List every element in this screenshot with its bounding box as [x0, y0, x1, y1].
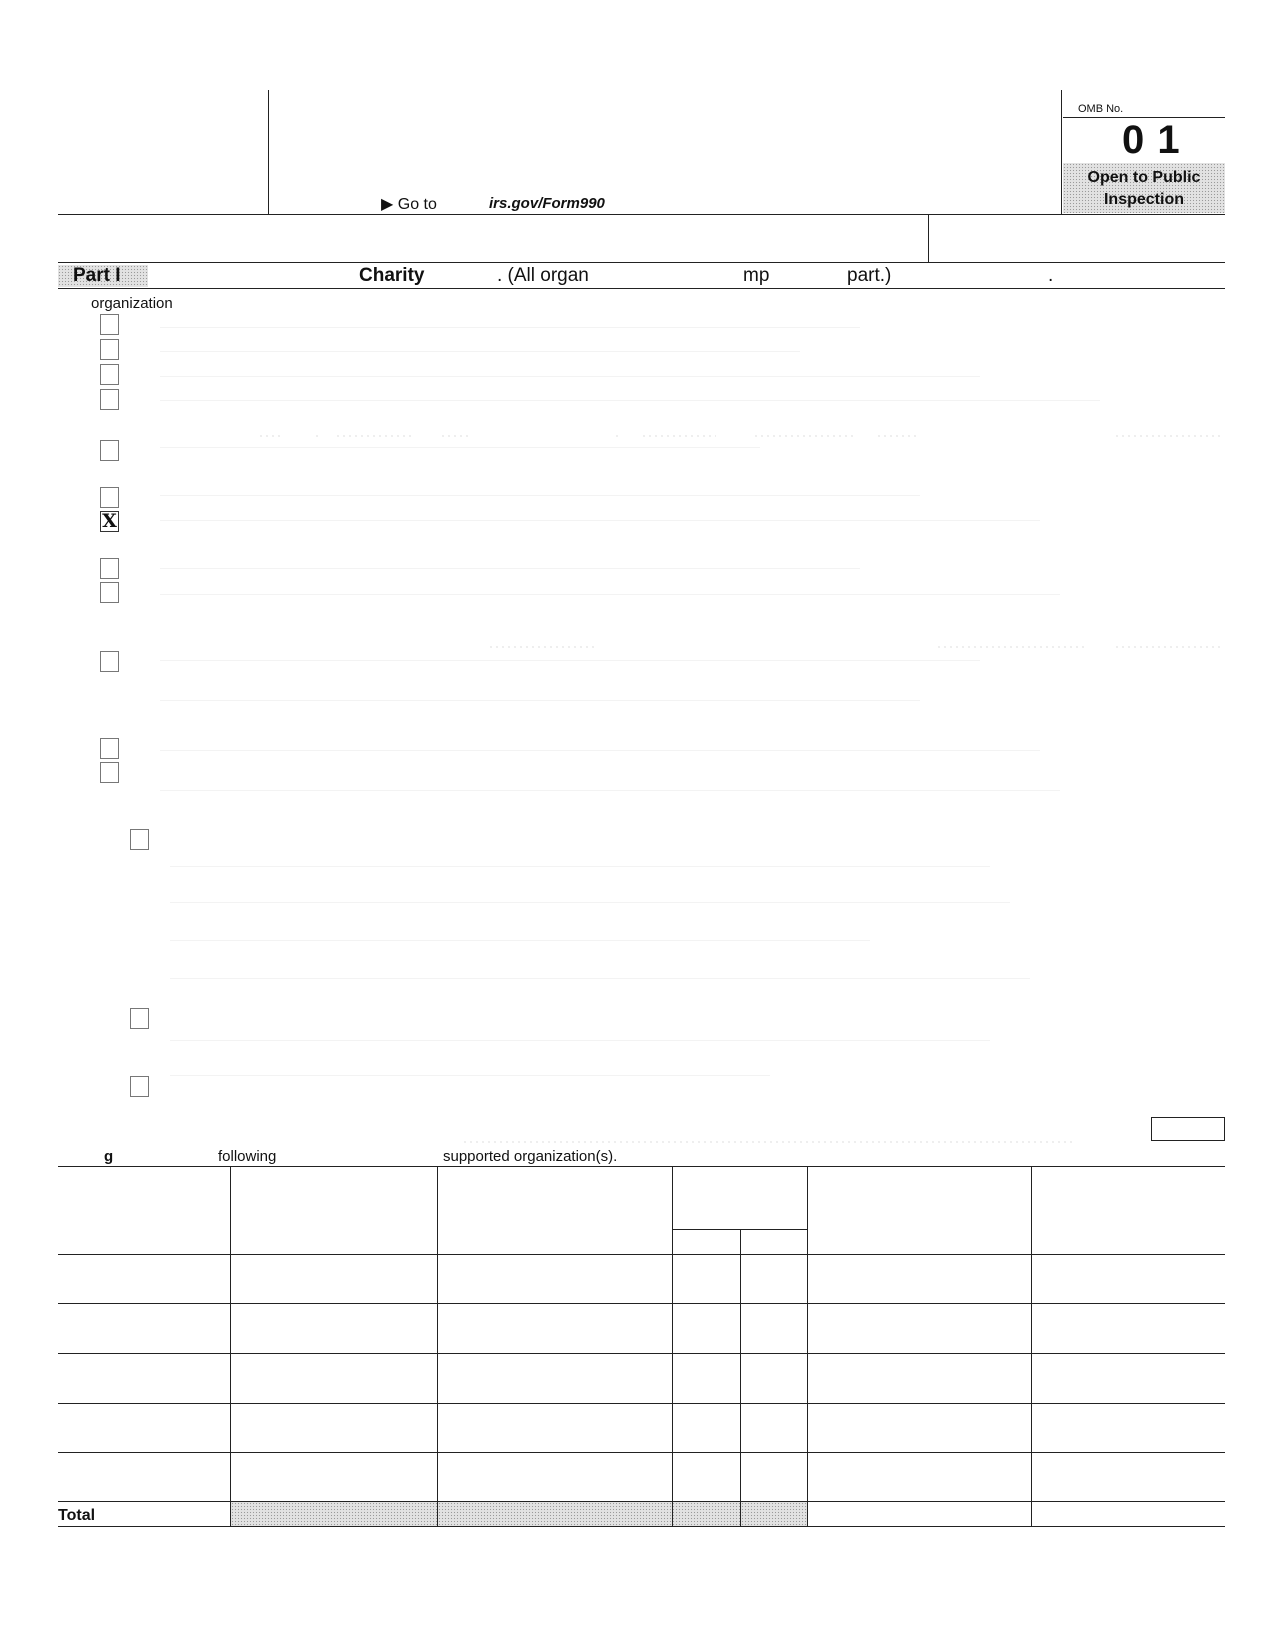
checkbox-line-12[interactable] [100, 762, 119, 783]
faint-line [160, 790, 1060, 791]
faint-line [170, 940, 870, 941]
table-row-rule [58, 1452, 1225, 1453]
checkbox-line-3[interactable] [100, 364, 119, 385]
omb-label: OMB No. [1078, 103, 1124, 115]
faint-line [160, 700, 920, 701]
dot-leader [936, 646, 1086, 648]
faint-line [160, 351, 800, 352]
faint-line [160, 520, 1040, 521]
faint-line [160, 660, 980, 661]
line-g-supported: supported organization(s). [443, 1148, 618, 1165]
part-i-label: Part I [73, 265, 121, 286]
checkbox-line-9[interactable] [100, 582, 119, 603]
faint-line [170, 978, 1030, 979]
line-g-following: following [218, 1148, 277, 1165]
table-bottom-rule [58, 1526, 1225, 1527]
checkbox-line-4[interactable] [100, 389, 119, 410]
faint-line [160, 327, 860, 328]
checkbox-type-2[interactable] [130, 1008, 149, 1029]
total-shade [231, 1502, 807, 1526]
table-col-divider [1031, 1166, 1032, 1527]
header-bottom-rule [58, 214, 1225, 215]
dot-leader [614, 435, 620, 437]
faint-line [160, 400, 1100, 401]
table-header-bottom-rule [58, 1254, 1225, 1255]
dot-leader [488, 646, 598, 648]
dot-leader [335, 435, 415, 437]
faint-line [160, 495, 920, 496]
dot-leader [314, 435, 320, 437]
checkbox-line-2[interactable] [100, 339, 119, 360]
organization-text: organization [91, 295, 173, 312]
tax-year: 0 1 [1122, 118, 1181, 162]
dot-leader [462, 1141, 1072, 1143]
checkbox-line-1[interactable] [100, 314, 119, 335]
faint-line [160, 568, 860, 569]
table-col-divider [807, 1166, 808, 1527]
total-label: Total [58, 1507, 96, 1524]
dot-leader [1114, 646, 1224, 648]
dot-leader [1114, 435, 1224, 437]
faint-line [160, 447, 760, 448]
checkbox-line-8[interactable] [100, 558, 119, 579]
table-row-rule [58, 1353, 1225, 1354]
part-i-title-charity: Charity [359, 265, 425, 286]
table-col-divider-sub [740, 1229, 741, 1527]
header-divider-left [268, 90, 269, 214]
entry-box[interactable] [1151, 1117, 1225, 1141]
dot-leader [440, 435, 470, 437]
checkbox-line-11[interactable] [100, 738, 119, 759]
dot-leader [641, 435, 716, 437]
checkbox-line-5[interactable] [100, 440, 119, 461]
faint-line [170, 1075, 770, 1076]
dot-leader [876, 435, 916, 437]
part-i-bottom-rule [58, 288, 1225, 289]
faint-line [170, 866, 990, 867]
header-divider-right [1061, 90, 1062, 214]
part-i-title-period: . [1048, 265, 1054, 286]
faint-line [170, 902, 1010, 903]
part-i-title-mp: mp [743, 265, 770, 286]
checkbox-line-7-checked[interactable]: X [100, 511, 119, 532]
checkbox-type-3[interactable] [130, 1076, 149, 1097]
dot-leader [753, 435, 853, 437]
form990-link[interactable]: irs.gov/Form990 [489, 195, 605, 212]
line-g-letter: g [104, 1148, 114, 1165]
part-i-title-all-organ: . (All organ [497, 265, 589, 286]
table-col-divider [672, 1166, 673, 1527]
goto-prefix: ▶ Go to [381, 196, 437, 213]
ein-divider [928, 214, 929, 262]
part-i-title-part: part.) [847, 265, 892, 286]
table-top-rule [58, 1166, 1225, 1167]
faint-line [160, 376, 980, 377]
faint-line [160, 750, 1040, 751]
table-col-divider [437, 1166, 438, 1527]
checkbox-line-10[interactable] [100, 651, 119, 672]
checkbox-type-1[interactable] [130, 829, 149, 850]
faint-line [170, 1040, 990, 1041]
faint-line [160, 594, 1060, 595]
table-row-rule [58, 1403, 1225, 1404]
name-row-bottom-rule [58, 262, 1225, 263]
checkbox-line-6[interactable] [100, 487, 119, 508]
dot-leader [258, 435, 280, 437]
table-row-rule [58, 1303, 1225, 1304]
table-col-divider [230, 1166, 231, 1527]
open-to-public-line2: Inspection [1103, 191, 1184, 208]
open-to-public-line1: Open to Public [1087, 169, 1201, 186]
